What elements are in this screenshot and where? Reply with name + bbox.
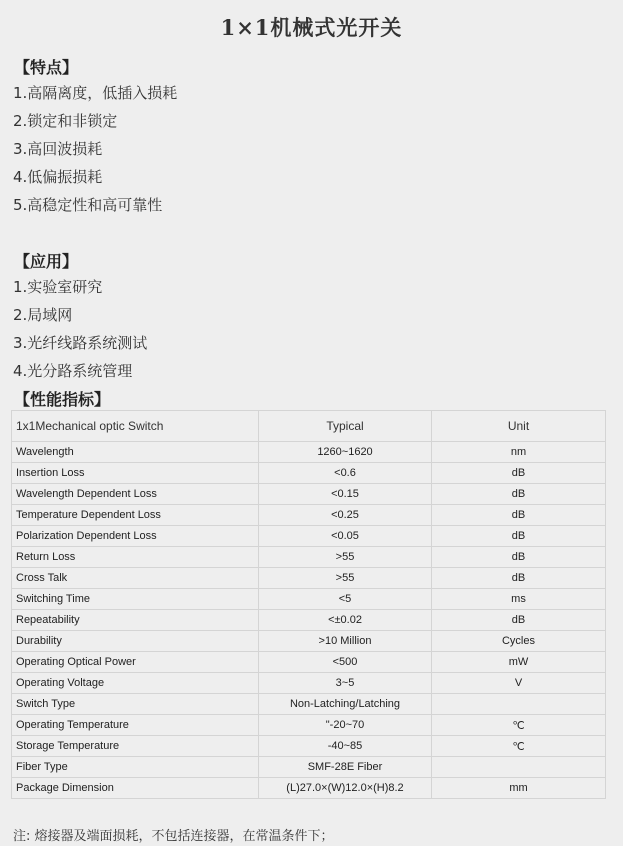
spec-typical: <500 (259, 652, 432, 673)
table-row (12, 547, 606, 568)
spec-parameter: Operating Voltage (12, 673, 259, 694)
application-item: 4.光分路系统管理 (13, 362, 133, 380)
spec-unit: V (432, 673, 606, 694)
spec-unit: dB (432, 463, 606, 484)
spec-typical: -40~85 (259, 736, 432, 757)
table-row (12, 778, 606, 799)
spec-unit: nm (432, 442, 606, 463)
spec-parameter: Package Dimension (12, 778, 259, 799)
spec-unit: dB (432, 610, 606, 631)
spec-unit: ℃ (432, 736, 606, 757)
spec-unit: ℃ (432, 715, 606, 736)
spec-typical: <0.05 (259, 526, 432, 547)
spec-unit: dB (432, 568, 606, 589)
spec-parameter: Storage Temperature (12, 736, 259, 757)
spec-parameter: Repeatability (12, 610, 259, 631)
specs-heading: 【性能指标】 (14, 390, 111, 409)
spec-typical: 1260~1620 (259, 442, 432, 463)
spec-typical: 3~5 (259, 673, 432, 694)
spec-unit (432, 694, 606, 715)
spec-header-cell: 1x1Mechanical optic Switch (12, 411, 259, 442)
feature-item: 1.高隔离度，低插入损耗 (13, 84, 178, 102)
feature-item: 5.高稳定性和高可靠性 (13, 196, 163, 214)
spec-unit: dB (432, 505, 606, 526)
spec-unit (432, 757, 606, 778)
spec-unit: mW (432, 652, 606, 673)
spec-typical: >55 (259, 568, 432, 589)
spec-parameter: Fiber Type (12, 757, 259, 778)
feature-item: 2.锁定和非锁定 (13, 112, 118, 130)
table-row (12, 715, 606, 736)
table-row (12, 652, 606, 673)
application-item: 3.光纤线路系统测试 (13, 334, 148, 352)
table-row (12, 505, 606, 526)
spec-parameter: Wavelength Dependent Loss (12, 484, 259, 505)
spec-unit: mm (432, 778, 606, 799)
spec-header-cell: Typical (259, 411, 432, 442)
application-item: 1.实验室研究 (13, 278, 103, 296)
table-row (12, 526, 606, 547)
spec-typical: <0.6 (259, 463, 432, 484)
table-row (12, 568, 606, 589)
spec-parameter: Switching Time (12, 589, 259, 610)
spec-parameter: Cross Talk (12, 568, 259, 589)
spec-parameter: Temperature Dependent Loss (12, 505, 259, 526)
table-row (12, 736, 606, 757)
page-title: 1×1机械式光开关 (220, 15, 403, 40)
feature-item: 4.低偏振损耗 (13, 168, 103, 186)
spec-parameter: Return Loss (12, 547, 259, 568)
table-row (12, 484, 606, 505)
spec-table (11, 410, 606, 799)
spec-parameter: Switch Type (12, 694, 259, 715)
footnote: 注: 熔接器及端面损耗，不包括连接器，在常温条件下； (13, 829, 334, 844)
spec-typical: "-20~70 (259, 715, 432, 736)
spec-parameter: Durability (12, 631, 259, 652)
spec-parameter: Polarization Dependent Loss (12, 526, 259, 547)
table-row (12, 442, 606, 463)
spec-typical: >10 Million (259, 631, 432, 652)
application-item: 2.局域网 (13, 306, 73, 324)
table-row (12, 673, 606, 694)
spec-typical: >55 (259, 547, 432, 568)
spec-header-cell: Unit (432, 411, 606, 442)
spec-unit: ms (432, 589, 606, 610)
spec-typical: <±0.02 (259, 610, 432, 631)
applications-heading: 【应用】 (14, 252, 79, 271)
table-row (12, 610, 606, 631)
spec-typical: <0.25 (259, 505, 432, 526)
spec-parameter: Insertion Loss (12, 463, 259, 484)
spec-typical: Non-Latching/Latching (259, 694, 432, 715)
spec-typical: (L)27.0×(W)12.0×(H)8.2 (259, 778, 432, 799)
spec-unit: Cycles (432, 631, 606, 652)
spec-typical: SMF-28E Fiber (259, 757, 432, 778)
table-row (12, 757, 606, 778)
spec-parameter: Operating Optical Power (12, 652, 259, 673)
spec-unit: dB (432, 526, 606, 547)
table-row (12, 631, 606, 652)
table-row (12, 463, 606, 484)
features-heading: 【特点】 (14, 58, 79, 77)
spec-parameter: Operating Temperature (12, 715, 259, 736)
spec-unit: dB (432, 547, 606, 568)
feature-item: 3.高回波损耗 (13, 140, 103, 158)
table-row (12, 694, 606, 715)
table-row (12, 589, 606, 610)
spec-header-row (12, 411, 606, 442)
spec-unit: dB (432, 484, 606, 505)
spec-typical: <0.15 (259, 484, 432, 505)
spec-typical: <5 (259, 589, 432, 610)
spec-parameter: Wavelength (12, 442, 259, 463)
